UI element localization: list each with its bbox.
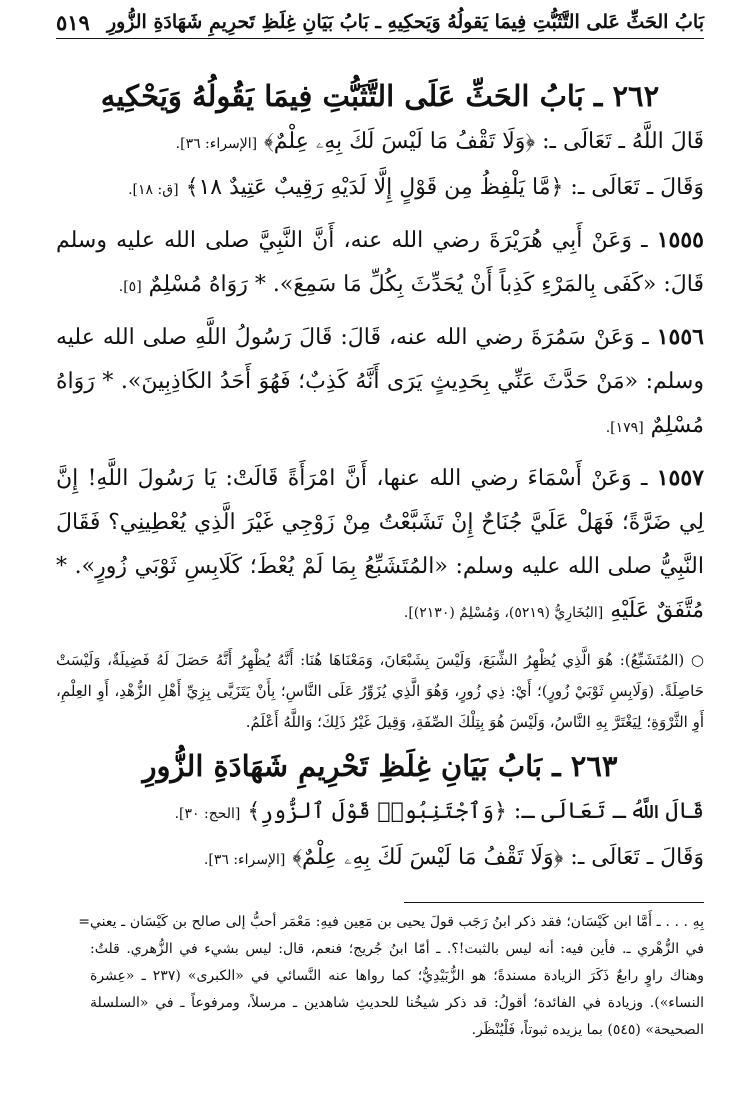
verse-reference: [الإسراء: ٣٦]. xyxy=(175,136,258,152)
hadith-number: ١٥٥٧ xyxy=(656,465,704,491)
chapter-263-heading: ٢٦٣ ـ بَابُ بَيَانِ غِلَظِ تَحْرِيمِ شَهَادَةِ الزُّورِ xyxy=(142,749,618,783)
hadith-source: [١٧٩]. xyxy=(605,420,644,436)
hadith-number: ١٥٥٥ xyxy=(656,227,704,253)
chapter-262-verse-2 xyxy=(56,166,704,212)
verse-text: قَالَ اللَّهُ ـ تَعَالَى ـ: ﴿وَلَا تَقْفُ مَا لَيْسَ لَكَ بِهِۦ عِلْمٌ﴾ xyxy=(264,129,704,154)
glossary-note: ○ (المُتَشَبِّعُ): هُوَ الَّذِي يُظْهِرُ الشِّبَعَ، وَلَيْسَ بِشَبْعَانَ، وَمَعْنَاهَا هُنَا: أَنَّهُ يُظْهِرُ أَنَّهُ حَصَلَ لَهُ فَضِيلَةٌ، وَلَيْسَتْ حَاصِلَةً. (وَلَابِسِ ثَوْبَيْ زُورٍ)؛ أَيْ: ذِي زُورٍ، وَهُوَ الَّذِي يُزَوِّرُ عَلَى النَّاسِ؛ بِأَنْ يَتَزَيَّى بِزِيِّ أَهْلِ الزُّهْدِ، أَوِ العِلْمِ، أَوِ الثَّرْوَةِ؛ لِيَغْتَرَّ بِهِ النَّاسُ، وَلَيْسَ هُوَ بِتِلْكَ الصِّفَةِ، وَقِيلَ غَيْرُ ذَلِكَ؛ وَاللَّهُ أَعْلَمُ. xyxy=(56,651,704,731)
hadith-number: ١٥٥٦ xyxy=(656,324,704,350)
verse-text: وَقَالَ ـ تَعَالَى ـ: ﴿مَّا يَلْفِظُ مِن قَوْلٍ إِلَّا لَدَيْهِ رَقِيبٌ عَتِيدٌ ١٨﴾ xyxy=(185,175,704,200)
hadith-1556 xyxy=(56,315,704,450)
hadith-source: [البُخَارِيُّ (٥٢١٩)، وَمُسْلِمٌ (٢١٣٠)]. xyxy=(403,605,604,621)
running-title: بَابُ الحَثِّ عَلى التَّثَبُّتِ فِيمَا يَقولُهُ وَيَحكِيهِ ـ بَابُ بَيَانِ غِلَظِ تَحرِيمِ شَهَادَةِ الزُّورِ xyxy=(106,11,704,33)
page-header xyxy=(56,6,704,39)
footnote xyxy=(56,909,704,1044)
verse-reference: [الإسراء: ٣٦]. xyxy=(203,852,286,868)
hadith-text: ـ وَعَنْ أَبِي هُرَيْرَةَ رضي الله عنه، أَنَّ النَّبِيَّ صلى الله عليه وسلم قَالَ: «كَفَى بِالمَرْءِ كَذِباً أَنْ يُحَدِّثَ بِكُلِّ مَا سَمِعَ». * رَوَاهُ مُسْلِمٌ xyxy=(56,228,704,297)
hadith-source: [٥]. xyxy=(118,279,142,295)
page-number: ٥١٩ xyxy=(56,9,90,35)
hadith-text: ـ وَعَنْ أَسْمَاءَ رضي الله عنها، أَنَّ امْرَأَةً قَالَتْ: يَا رَسُولَ اللَّهِ! إِنَّ لِي ضَرَّةً؛ فَهَلْ عَلَيَّ جُنَاحٌ إِنْ تَشَبَّعْتُ مِنْ زَوْجِي غَيْرَ الَّذِي يُعْطِينِي؟ فَقَالَ النَّبِيُّ صلى الله عليه وسلم: «المُتَشَبِّعُ بِمَا لَمْ يُعْطَ؛ كَلَابِسِ ثَوْبَي زُورٍ». * مُتَّفَقٌ عَلَيْهِ xyxy=(56,466,704,623)
hadith-1557 xyxy=(56,456,704,635)
footnote-divider xyxy=(404,902,704,903)
chapter-262-heading: ٢٦٢ ـ بَابُ الحَثِّ عَلَى التَّثَبُّتِ فِيمَا يَقُولُهُ وَيَحْكِيهِ xyxy=(100,79,660,113)
chapter-263-verse-2 xyxy=(56,836,704,882)
verse-text: وَقَالَ ـ تَعَالَى ـ: ﴿وَلَا تَقْفُ مَا لَيْسَ لَكَ بِهِۦ عِلْمٌ﴾ xyxy=(292,845,704,870)
footnote-text: بِهِ . . . ـ أَمَّا ابن كَيْسَان؛ فقد ذكر ابنُ رَجَب قولَ يحيى بن مَعِين فيهِ: مَعْمَر أحبُّ إلى صالح بن كَيْسَان ـ يعني في الزُّهْري ـ. فأين فيه: أنه ليس بالثبت!؟. ـ أمّا ابنُ جُريج؛ فنعم، قال: ليس بشيء في الزُّهري. قلتُ: وهناك راوٍ رابعٌ ذَكَرَ الزيادة مسندةً؛ هو الزُّبَيْدِيُّ؛ كما رواها عنه النَّسائي في «الكبرى» (٢٣٧ ـ «عِشرة النساء»). وزيادة في الفائدة؛ أقولُ: قد ذكر شيخُنا للحديثِ شاهدين ـ مرسلاً، ومرفوعاً ـ في «السلسلة الصحيحة» (٥٤٥) بما يزيده ثبوتاً، فَلْيُنْظَر. xyxy=(90,914,704,1038)
verse-text: قَالَ اللَّهُ ـ تَعَالَى ـ: ﴿وَٱجْتَنِبُوا۟ قَوْلَ ٱلزُّورِ﴾ xyxy=(247,799,704,824)
page-content xyxy=(56,72,704,1044)
hadith-1555 xyxy=(56,218,704,309)
chapter-263-verse-1 xyxy=(56,790,704,836)
verse-reference: [الحج: ٣٠]. xyxy=(174,806,241,822)
verse-reference: [ق: ١٨]. xyxy=(128,182,179,198)
footnote-continuation-marker: = xyxy=(78,914,90,930)
hadith-text: ـ وَعَنْ سَمُرَةَ رضي الله عنه، قَالَ: قَالَ رَسُولُ اللَّهِ صلى الله عليه وسلم: «مَنْ حَدَّثَ عَنِّي بِحَدِيثٍ يَرَى أَنَّهُ كَذِبٌ؛ فَهُوَ أَحَدُ الكَاذِبِينَ». * رَوَاهُ مُسْلِمٌ xyxy=(56,325,704,438)
chapter-262-verse-1 xyxy=(56,120,704,166)
